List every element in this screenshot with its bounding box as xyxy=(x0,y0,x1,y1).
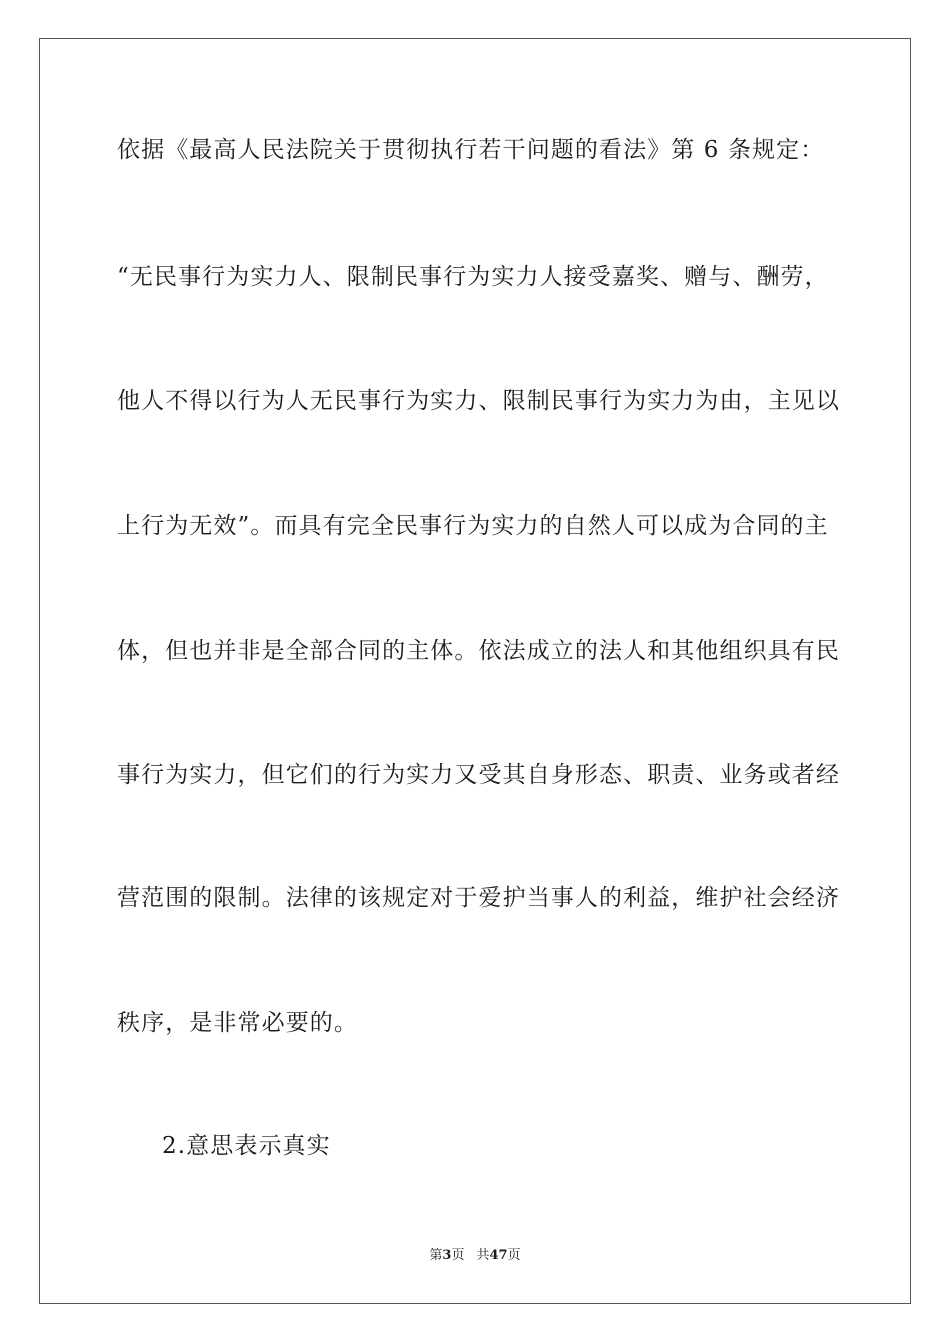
page-label-suffix: 页 xyxy=(451,1248,465,1263)
paragraph-line: 事行为实力，但它们的行为实力又受其自身形态、职责、业务或者经 xyxy=(117,762,840,788)
total-label-suffix: 页 xyxy=(507,1248,521,1263)
page-label-prefix: 第 xyxy=(429,1248,443,1263)
paragraph-line: 营范围的限制。法律的该规定对于爱护当事人的利益，维护社会经济 xyxy=(117,885,840,911)
paragraph-line: 秩序，是非常必要的。 xyxy=(117,1010,358,1036)
total-pages: 47 xyxy=(489,1248,508,1263)
page-footer xyxy=(0,1247,950,1265)
paragraph-line: 他人不得以行为人无民事行为实力、限制民事行为实力为由，主见以 xyxy=(117,388,840,414)
page-border xyxy=(39,38,911,1304)
paragraph-line: 依据《最高人民法院关于贯彻执行若干问题的看法》第 6 条规定： xyxy=(117,137,825,163)
paragraph-line: 体，但也并非是全部合同的主体。依法成立的法人和其他组织具有民 xyxy=(117,638,840,664)
total-label-prefix: 共 xyxy=(476,1248,490,1263)
page-number: 3 xyxy=(442,1248,452,1263)
section-heading: 2.意思表示真实 xyxy=(162,1133,331,1159)
paragraph-line: 上行为无效”。而具有完全民事行为实力的自然人可以成为合同的主 xyxy=(117,513,829,539)
paragraph-line: “无民事行为实力人、限制民事行为实力人接受嘉奖、赠与、酬劳， xyxy=(117,264,829,290)
